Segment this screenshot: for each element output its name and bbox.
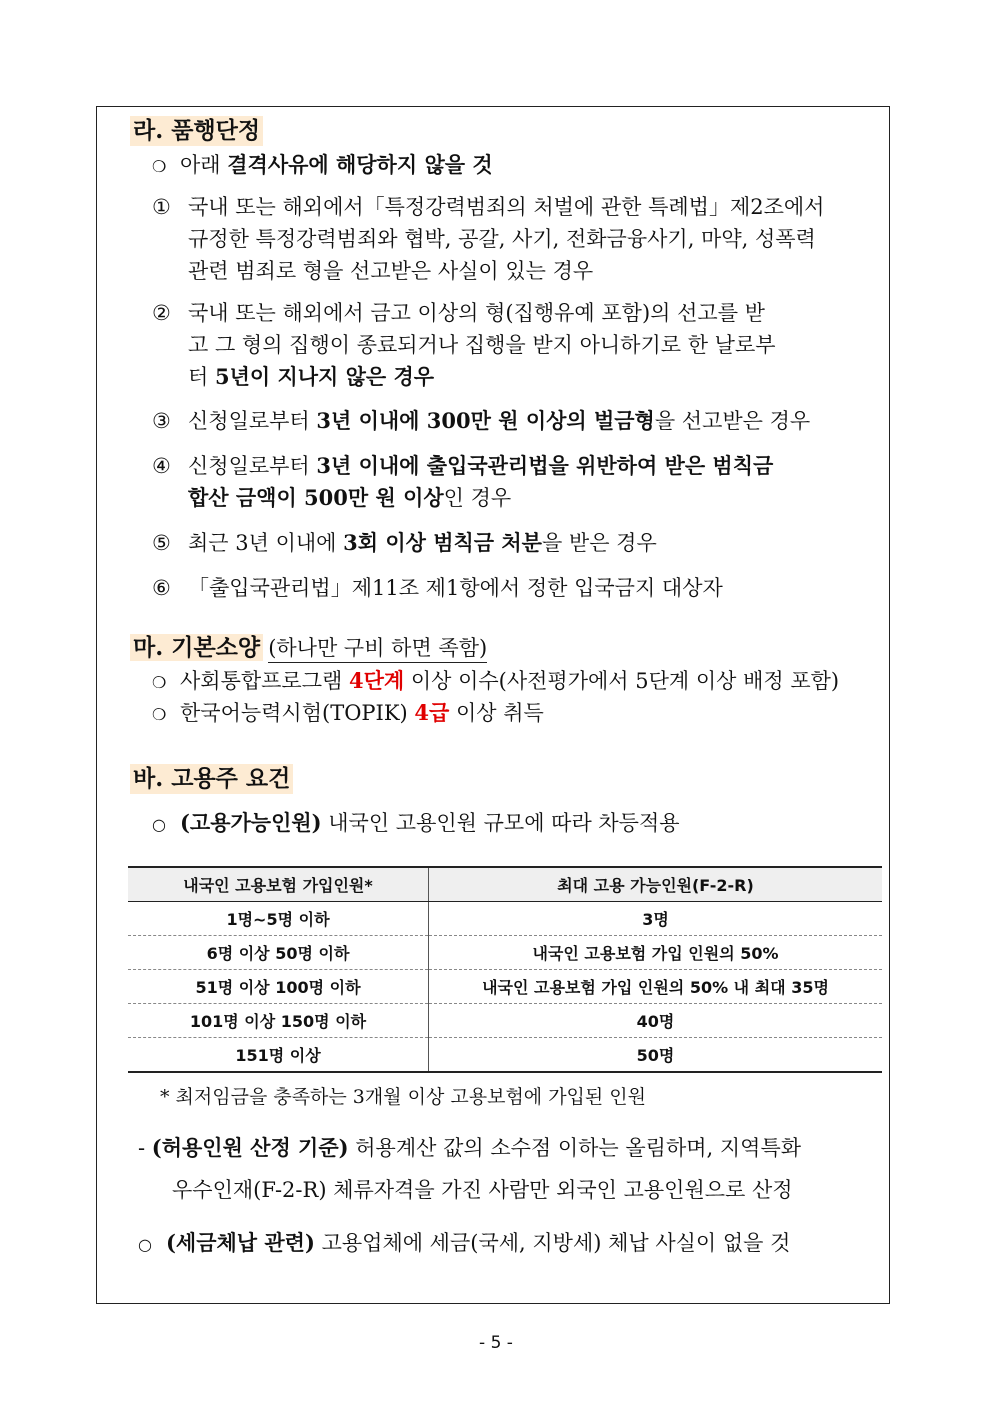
section-title-ba: 바. 고용주 요건: [130, 764, 293, 794]
ra-item-4: ④ 신청일로부터 3년 이내에 출입국관리법을 위반하여 받은 범칙금 합산 금액이 500만 원 이상인 경우: [152, 453, 774, 510]
ra-intro: ❍ 아래 결격사유에 해당하지 않을 것: [152, 150, 493, 182]
circle-bullet-icon: ❍: [152, 157, 167, 176]
table-cell: 51명 이상 100명 이하: [128, 970, 429, 1004]
table-row: [128, 1038, 882, 1073]
ma-bullet-1: ❍ 사회통합프로그램 4단계 이상 이수(사전평가에서 5단계 이상 배정 포함): [152, 666, 839, 698]
table-cell: 내국인 고용보험 가입 인원의 50% 내 최대 35명: [429, 970, 883, 1004]
table-cell: 6명 이상 50명 이하: [128, 936, 429, 970]
table-row: [128, 1004, 882, 1038]
ra-item-6: ⑥ 「출입국관리법」제11조 제1항에서 정한 입국금지 대상자: [152, 576, 723, 600]
employment-table: [128, 866, 882, 1073]
circle-bullet-icon: ○: [152, 815, 166, 834]
ra-item-3: ③ 신청일로부터 3년 이내에 300만 원 이상의 벌금형을 선고받은 경우: [152, 408, 811, 433]
table-cell: 40명: [429, 1004, 883, 1038]
table-header-cell: 내국인 고용보험 가입인원*: [128, 867, 429, 902]
table-cell: 1명~5명 이하: [128, 902, 429, 936]
section-title-ma: 마. 기본소양: [130, 634, 263, 661]
ra-item-1: ① 국내 또는 해외에서「특정강력범죄의 처벌에 관한 특례법」제2조에서 규정한 특정강력범죄와 협박, 공갈, 사기, 전화금융사기, 마약, 성폭력 관련 범죄로 형을 선고받은 사실이 있는 경우: [152, 195, 825, 283]
ba-intro: ○ (고용가능인원) 내국인 고용인원 규모에 따라 차등적용: [152, 808, 680, 840]
table-header-row: [128, 867, 882, 902]
ba-tax-item: ○ (세금체납 관련) 고용업체에 세금(국세, 지방세) 체납 사실이 없을 것: [138, 1228, 790, 1260]
table-row: [128, 936, 882, 970]
ra-item-5: ⑤ 최근 3년 이내에 3회 이상 범칙금 처분을 받은 경우: [152, 530, 657, 555]
section-title-ra: 라. 품행단정: [130, 116, 263, 146]
circle-bullet-icon: ❍: [152, 673, 167, 692]
ma-bullet-2: ❍ 한국어능력시험(TOPIK) 4급 이상 취득: [152, 698, 544, 730]
table-row: [128, 902, 882, 936]
circle-bullet-icon: ○: [138, 1235, 152, 1254]
page-number: - 5 -: [479, 1333, 513, 1353]
table-cell: 내국인 고용보험 가입 인원의 50%: [429, 936, 883, 970]
table-row: [128, 970, 882, 1004]
table-cell: 101명 이상 150명 이하: [128, 1004, 429, 1038]
circle-bullet-icon: ❍: [152, 705, 167, 724]
table-header-cell: 최대 고용 가능인원(F-2-R): [429, 867, 883, 902]
table-cell: 50명: [429, 1038, 883, 1073]
section-ma-note: (하나만 구비 하면 족함): [268, 636, 487, 663]
table-footnote: * 최저임금을 충족하는 3개월 이상 고용보험에 가입된 인원: [160, 1086, 647, 1108]
table-cell: 151명 이상: [128, 1038, 429, 1073]
ba-dash-item: - (허용인원 산정 기준) 허용계산 값의 소수점 이하는 올림하며, 지역특화 우수인재(F-2-R) 체류자격을 가진 사람만 외국인 고용인원으로 산정: [138, 1135, 802, 1202]
section-ma-header: [130, 632, 487, 663]
ra-item-2: ② 국내 또는 해외에서 금고 이상의 형(집행유예 포함)의 선고를 받 고 그 형의 집행이 종료되거나 집행을 받지 아니하기로 한 날로부 터 5년이 지나지 않은 경우: [152, 301, 776, 389]
table-cell: 3명: [429, 902, 883, 936]
